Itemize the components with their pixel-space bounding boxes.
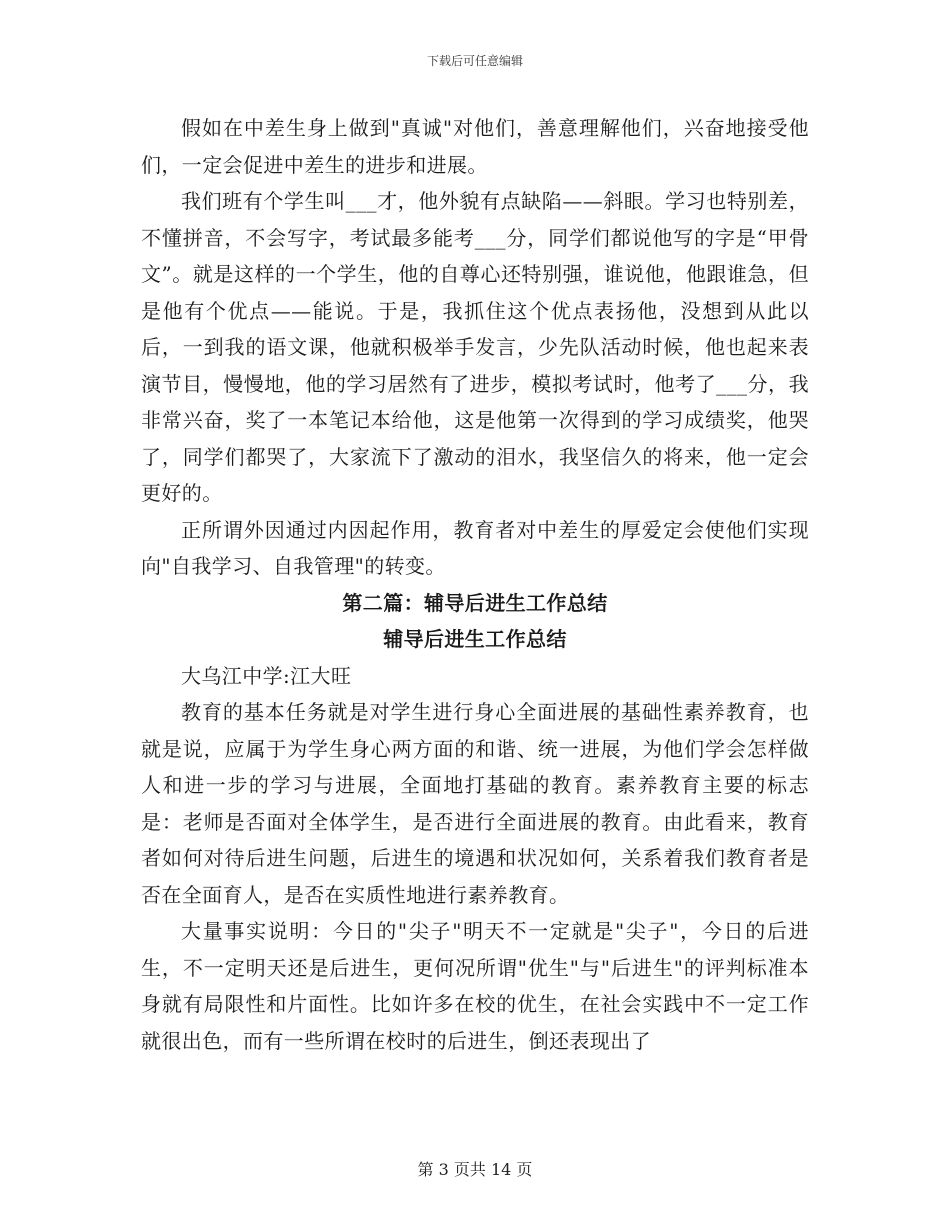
page-footer: 第 3 页共 14 页 [417,1160,533,1179]
section-heading: 第二篇：辅导后进生工作总结 [342,590,608,615]
document-body [141,110,809,1059]
paragraph-5: 大量事实说明：今日的"尖子"明天不一定就是"尖子"，今日的后进生，不一定明天还是后进生，更何况所谓"优生"与"后进生"的评判标准本身就有局限性和片面性。比如许多在校的优生，在社会实践中不一定工作就很出色，而有一些所谓在校时的后进生，倒还表现出了 [141,919,809,1053]
paragraph-3: 正所谓外因通过内因起作用，教育者对中差生的厚爱定会使他们实现向"自我学习、自我管理"的转变。 [141,517,809,578]
paragraph-2: 我们班有个学生叫___才，他外貌有点缺陷——斜眼。学习也特别差，不懂拼音，不会写字，考试最多能考___分，同学们都说他写的字是“甲骨文”。就是这样的一个学生，他的自尊心还特别强，谁说他，他跟谁急，但是他有个优点——能说。于是，我抓住这个优点表扬他，没想到从此以后，一到我的语文课，他就积极举手发言，少先队活动时候，他也起来表演节目，慢慢地，他的学习居然有了进步，模拟考试时，他考了___分，我非常兴奋，奖了一本笔记本给他，这是他第一次得到的学习成绩奖，他哭了，同学们都哭了，大家流下了激动的泪水，我坚信久的将来，他一定会更好的。 [141,189,809,505]
paragraph-1: 假如在中差生身上做到"真诚"对他们，善意理解他们，兴奋地接受他们，一定会促进中差生的进步和进展。 [141,116,809,177]
article-title: 辅导后进生工作总结 [383,627,567,651]
paragraph-4: 教育的基本任务就是对学生进行身心全面进展的基础性素养教育，也就是说，应属于为学生身心两方面的和谐、统一进展，为他们学会怎样做人和进一步的学习与进展，全面地打基础的教育。素养教育主要的标志是：老师是否面对全体学生，是否进行全面进展的教育。由此看来，教育者如何对待后进生问题，后进生的境遇和状况如何，关系着我们教育者是否在全面育人，是否在实质性地进行素养教育。 [141,700,809,907]
page-header: 下载后可任意编辑 [426,54,523,68]
author-line: 大乌江中学:江大旺 [181,663,352,688]
